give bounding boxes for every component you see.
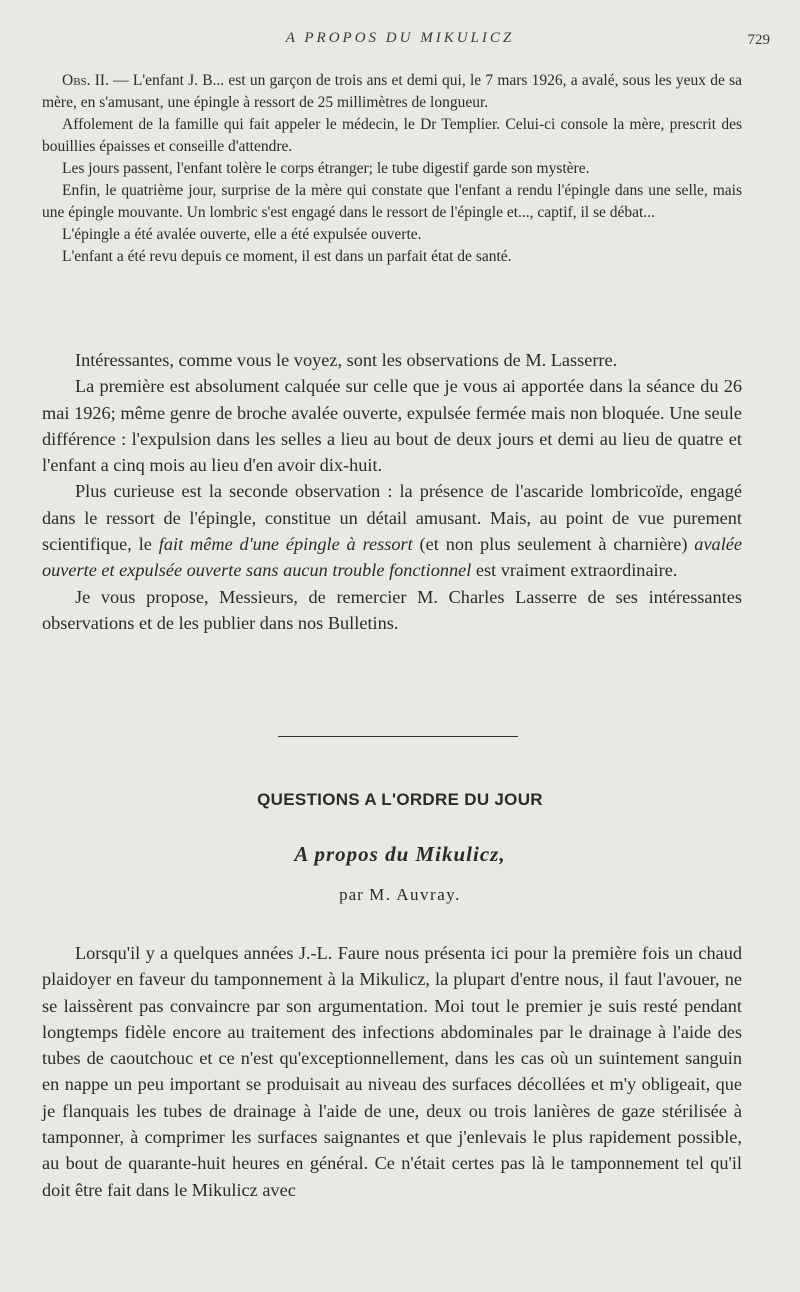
byline-author: M. Auvray. — [369, 885, 461, 904]
commentary-paragraph: La première est absolument calquée sur celle que je vous ai apportée dans la séance du 26 mai 1926; même genre de broche avalée ouverte, expulsée fermée mais non bloquée. Une seule différence : l'expulsion dans les selles a lieu au bout de deux jours et demi au lieu de quatre et l'enfant a cinq mois au lieu d'en avoir dix-huit. — [42, 376, 742, 476]
commentary-text: est vraiment extraordinaire. — [471, 560, 678, 581]
section-divider — [278, 736, 518, 737]
commentary-block — [42, 347, 742, 636]
article-paragraph: Lorsqu'il y a quelques années J.-L. Faure nous présenta ici pour la première fois un chaud plaidoyer en faveur du tamponnement à la Mikulicz, la plupart d'entre nous, il faut l'avouer, ne se laissèrent pas convaincre par son argumentation. Moi tout le premier je suis resté pendant longtemps fidèle encore au traitement des infections abdominales par le drainage à l'aide des tubes de caoutchouc et ce n'est qu'exceptionnellement, dans les cas où un suintement sanguin en nappe un peu important se produisait au niveau des surfaces décollées et m'y obligeait, que je flanquais les tubes de drainage à l'aide de une, deux ou trois lanières de gaze stérilisée à tamponner, à comprimer les surfaces saignantes et que j'enlevais le plus rapidement possible, au bout de quarante-huit heures en général. Ce n'était certes pas là le tamponnement tel qu'il doit être fait dans le Mikulicz avec — [42, 943, 742, 1200]
observation-label: Obs. II. — [62, 72, 109, 89]
observation-block — [42, 70, 742, 268]
commentary-paragraph: Intéressantes, comme vous le voyez, sont les observations de M. Lasserre. — [75, 350, 618, 370]
commentary-paragraph: Je vous propose, Messieurs, de remercier M. Charles Lasserre de ses intéressantes observations et de les publier dans nos Bulletins. — [42, 586, 742, 633]
commentary-paragraph — [42, 478, 742, 583]
running-title: A PROPOS DU MIKULICZ — [285, 30, 515, 46]
byline — [0, 885, 800, 905]
observation-paragraph — [42, 70, 742, 114]
observation-paragraph: Affolement de la famille qui fait appeler le médecin, le Dr Templier. Celui-ci console la mère, prescrit des bouillies épaisses et conseille d'attendre. — [42, 116, 742, 155]
commentary-text: Plus curieuse est la seconde observation : la présence de l'ascaride lombricoïde, engagé dans le ressort de l'épingle, constitue un détail amusant. Mais, au point de vue purement scientifique, le — [42, 481, 742, 555]
commentary-italic: fait même d'une épingle à ressort — [158, 534, 413, 555]
commentary-text: (et non plus seulement à charnière) — [412, 534, 695, 555]
running-head — [0, 30, 800, 52]
article-title: A propos du Mikulicz, — [294, 842, 506, 866]
observation-paragraph: Enfin, le quatrième jour, surprise de la mère qui constate que l'enfant a rendu l'épingle dans une selle, mais une épingle mouvante. Un lombric s'est engagé dans le ressort de l'épingle et..., captif, il se débat... — [42, 182, 742, 221]
observation-text: — L'enfant J. B... est un garçon de trois ans et demi qui, le 7 mars 1926, a avalé, sous les yeux de sa mère, en s'amusant, une épingle à ressort de 25 millimètres de longueur. — [42, 72, 742, 111]
section-heading: QUESTIONS A L'ORDRE DU JOUR — [257, 790, 543, 809]
observation-paragraph: Les jours passent, l'enfant tolère le corps étranger; le tube digestif garde son mystère. — [62, 160, 590, 177]
commentary-italic: avalée ouverte et expulsée ouverte sans aucun trouble fonctionnel — [42, 534, 742, 581]
observation-paragraph: L'épingle a été avalée ouverte, elle a été expulsée ouverte. — [62, 226, 422, 243]
page-number: 729 — [747, 32, 770, 48]
byline-prefix: par — [339, 885, 370, 904]
article-body — [42, 940, 742, 1203]
observation-paragraph: L'enfant a été revu depuis ce moment, il est dans un parfait état de santé. — [62, 248, 512, 265]
